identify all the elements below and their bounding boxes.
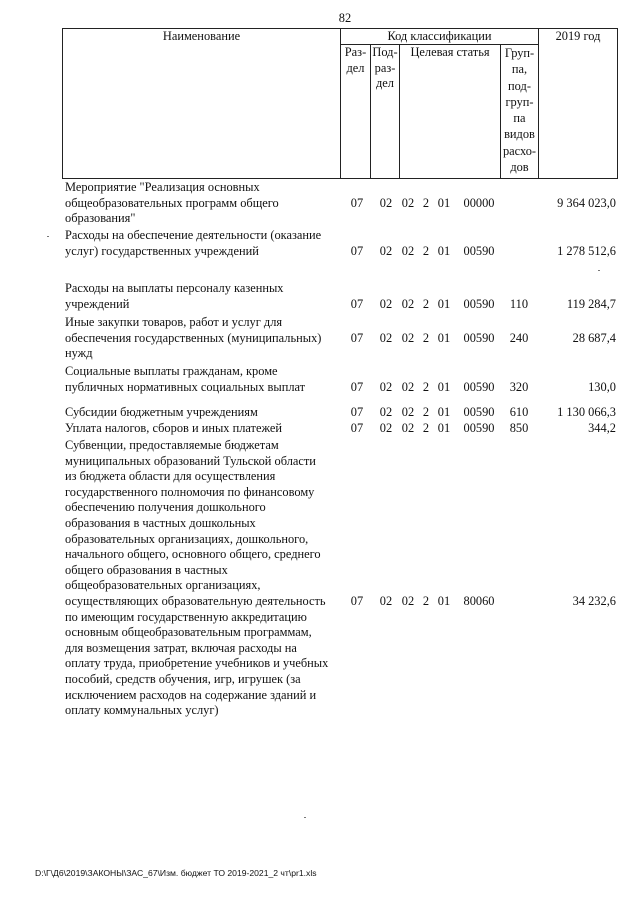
row-razdel: 07 [350, 594, 364, 608]
row-name: Расходы на выплаты персоналу казенных учреждений [65, 281, 284, 311]
row-c2: 2 [422, 405, 430, 419]
row-c2: 2 [422, 421, 430, 435]
row-c3: 01 [437, 195, 451, 210]
header-name: Наименование [162, 29, 241, 43]
row-razdel: 07 [350, 195, 364, 210]
row-c1: 02 [401, 243, 415, 258]
row-c2: 2 [422, 379, 430, 394]
row-c4: 00590 [463, 243, 495, 258]
row-name: Иные закупки товаров, работ и услуг для обеспечения государственных (муниципальных) нужд [65, 315, 322, 361]
row-name: Социальные выплаты гражданам, кроме публичных нормативных социальных выплат [65, 364, 306, 394]
row-c4: 00590 [463, 405, 495, 419]
row-c2: 2 [422, 330, 430, 345]
file-path-footer: D:\Г\Д6\2019\ЗАКОНЫ\ЗАС_67\Изм. бюджет ТО 2019-2021_2 чт\pr1.xls [35, 868, 317, 878]
row-c4: 00590 [463, 421, 495, 435]
row-c1: 02 [401, 405, 415, 419]
row-amount: 1 130 066,3 [557, 405, 616, 419]
row-c4: 00590 [463, 379, 495, 394]
row-name: Уплата налогов, сборов и иных платежей [65, 421, 283, 435]
row-name: Субвенции, предоставляемые бюджетам муниципальных образований Тульской области из бюджета области для осуществления государственного полномочия по финансовому обеспечению получения дошкольного образования в частных дошкольных образовательных организациях, дошкольного, начального общего, основного общего, среднего общего образования в частных общеобразовательных организациях, осуществляющих образовательную деятельность по имеющим государственную аккредитацию основным общеобразовательным программам, для возмещения затрат, включая расходы на оплату труда, приобретение учебников и учебных пособий, средств обучения, игр, игрушек (за исключением расходов на содержание зданий и оплату коммунальных услуг) [65, 438, 329, 718]
row-group: 320 [509, 379, 529, 394]
row-group: 110 [509, 296, 529, 311]
row-amount: 28 687,4 [572, 330, 616, 345]
row-c3: 01 [437, 243, 451, 258]
row-c3: 01 [437, 594, 451, 608]
row-name: Расходы на обеспечение деятельности (оказание услуг) государственных учреждений [65, 228, 322, 258]
row-c3: 01 [437, 330, 451, 345]
row-amount: 119 284,7 [566, 296, 616, 311]
row-group: 610 [509, 405, 529, 419]
row-amount: 130,0 [588, 379, 616, 394]
header-podrazdel: Под- раз- дел [372, 45, 398, 91]
row-podrazdel: 02 [379, 195, 393, 210]
scan-speck [47, 236, 49, 237]
scan-speck [304, 817, 306, 818]
row-razdel: 07 [350, 296, 364, 311]
row-name: Мероприятие "Реализация основных общеобразовательных программ общего образования" [65, 180, 279, 226]
row-name: Субсидии бюджетным учреждениям [65, 405, 258, 419]
row-razdel: 07 [350, 421, 364, 435]
row-group: 850 [509, 421, 529, 435]
row-c1: 02 [401, 594, 415, 608]
header-code-group: Код классификации [387, 29, 492, 43]
row-c4: 80060 [463, 594, 495, 608]
row-razdel: 07 [350, 379, 364, 394]
row-c2: 2 [422, 195, 430, 210]
row-c1: 02 [401, 195, 415, 210]
row-podrazdel: 02 [379, 330, 393, 345]
row-podrazdel: 02 [379, 421, 393, 435]
row-c3: 01 [437, 296, 451, 311]
row-c1: 02 [401, 421, 415, 435]
row-c4: 00590 [463, 330, 495, 345]
row-c3: 01 [437, 421, 451, 435]
row-amount: 9 364 023,0 [557, 195, 616, 210]
row-c2: 2 [422, 243, 430, 258]
scan-speck [598, 270, 600, 271]
row-amount: 344,2 [588, 421, 616, 435]
row-c1: 02 [401, 379, 415, 394]
row-group: 240 [509, 330, 529, 345]
row-c4: 00590 [463, 296, 495, 311]
row-podrazdel: 02 [379, 379, 393, 394]
row-podrazdel: 02 [379, 296, 393, 311]
row-c1: 02 [401, 296, 415, 311]
row-amount: 1 278 512,6 [557, 243, 616, 258]
header-group: Груп- па, под- груп- па видов расхо- дов [502, 46, 537, 175]
row-c2: 2 [422, 296, 430, 311]
row-razdel: 07 [350, 243, 364, 258]
row-c3: 01 [437, 379, 451, 394]
header-year: 2019 год [555, 29, 601, 43]
row-razdel: 07 [350, 330, 364, 345]
row-c4: 00000 [463, 195, 495, 210]
page-number: 82 [338, 11, 352, 25]
header-target: Целевая статья [410, 45, 490, 59]
row-podrazdel: 02 [379, 243, 393, 258]
header-razdel: Раз- дел [344, 45, 367, 75]
row-c1: 02 [401, 330, 415, 345]
row-razdel: 07 [350, 405, 364, 419]
row-podrazdel: 02 [379, 405, 393, 419]
row-amount: 34 232,6 [572, 594, 616, 608]
row-podrazdel: 02 [379, 594, 393, 608]
row-c2: 2 [422, 594, 430, 608]
row-c3: 01 [437, 405, 451, 419]
